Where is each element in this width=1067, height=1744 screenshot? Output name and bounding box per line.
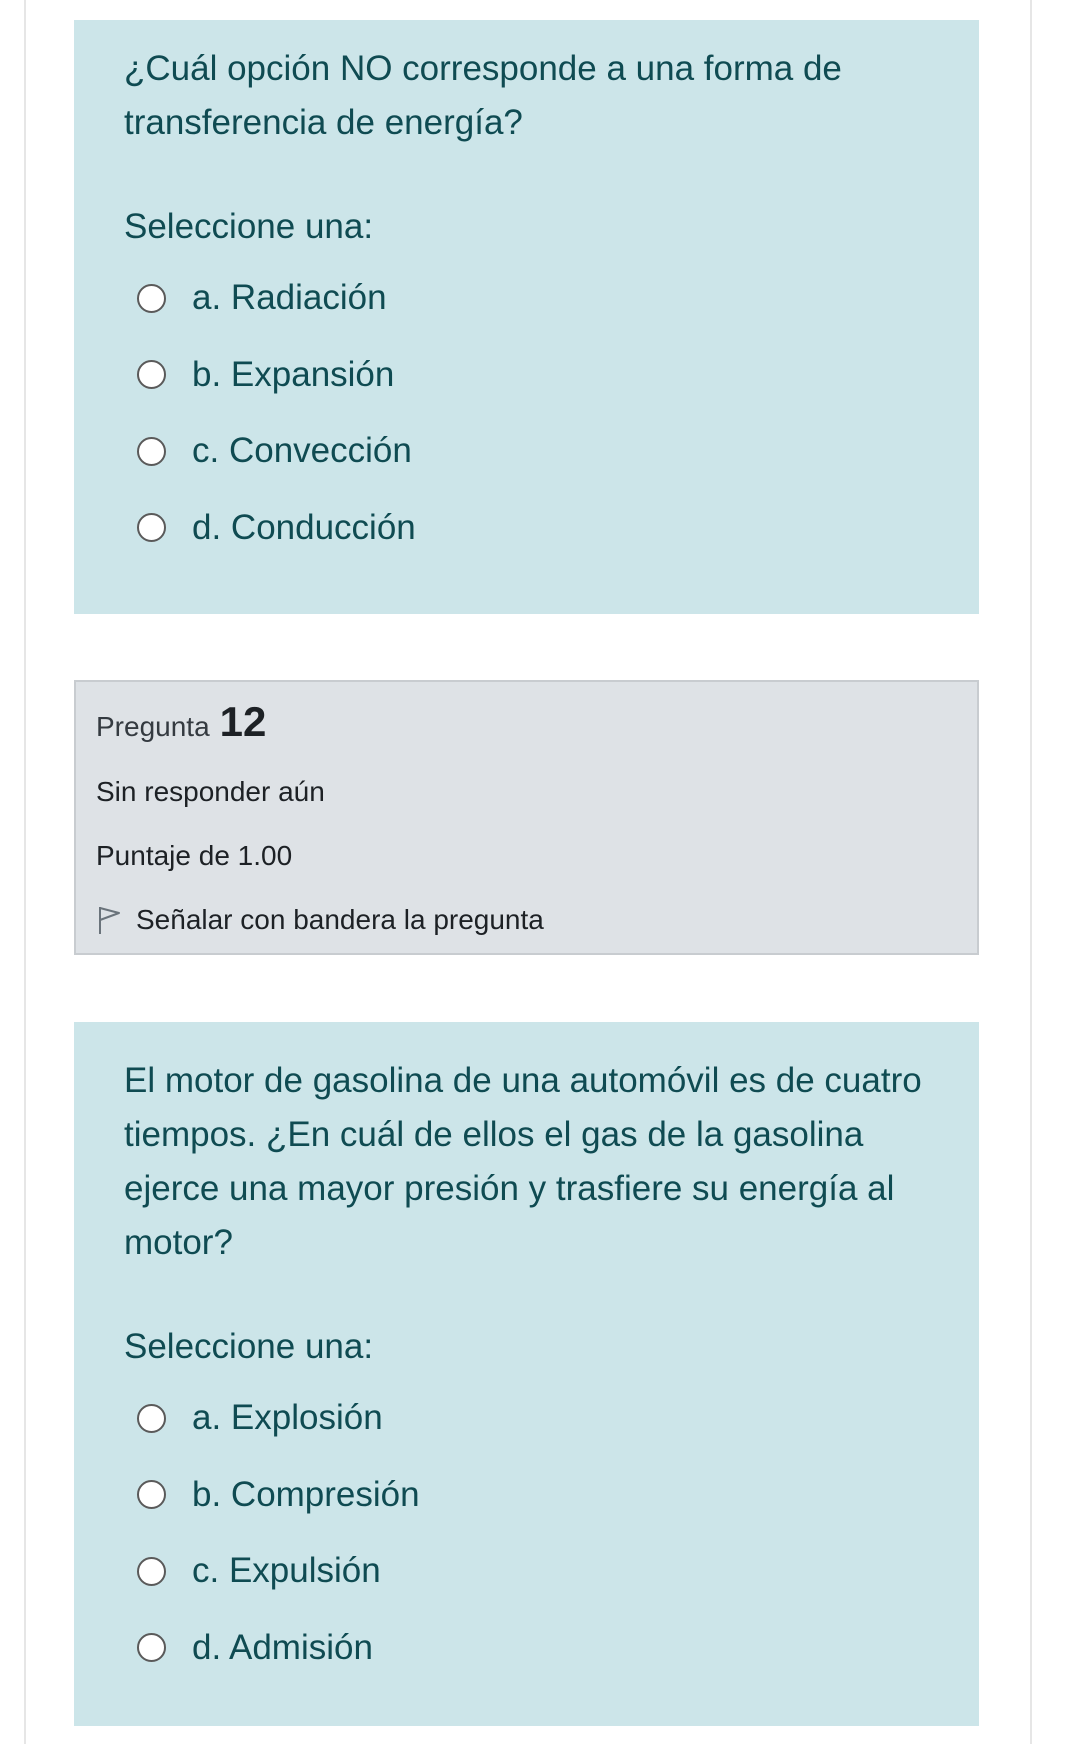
question-label: Pregunta [96,711,210,742]
answer-label: d. Admisión [192,1627,373,1667]
answer-option-d[interactable] [124,490,929,567]
flag-label: Señalar con bandera la pregunta [136,904,544,935]
question-info [74,680,979,955]
answer-list [124,1380,929,1686]
answer-label: b. Compresión [192,1474,420,1514]
answer-label: c. Expulsión [192,1551,381,1591]
answer-label: d. Conducción [192,507,416,547]
question-state: Sin responder aún [96,776,325,807]
radio-button[interactable] [137,437,166,466]
flag-question-button[interactable] [96,892,977,948]
answer-list [124,260,929,566]
answer-prompt: Seleccione una: [124,1327,374,1366]
radio-button[interactable] [137,1480,166,1509]
answer-label: b. Expansión [192,354,395,394]
answer-option-a[interactable] [124,260,929,337]
question-number: 12 [219,698,267,745]
answer-prompt: Seleccione una: [124,207,374,246]
question-text: El motor de gasolina de una automóvil es de cuatro tiempos. ¿En cuál de ellos el gas de la gasolina ejerce una mayor presión y trasfiere su energía al motor? [124,1061,922,1262]
answer-option-a[interactable] [124,1380,929,1457]
question-12-content [74,1022,979,1726]
answer-option-b[interactable] [124,337,929,414]
radio-button[interactable] [137,284,166,313]
radio-button[interactable] [137,1557,166,1586]
radio-button[interactable] [137,513,166,542]
answer-option-d[interactable] [124,1610,929,1687]
answer-label: a. Explosión [192,1398,383,1438]
answer-label: a. Radiación [192,278,387,318]
answer-option-c[interactable] [124,413,929,490]
flag-icon [96,905,122,935]
question-number-line [96,698,977,756]
answer-option-c[interactable] [124,1533,929,1610]
radio-button[interactable] [137,360,166,389]
question-grade: Puntaje de 1.00 [96,840,293,871]
page-border-left [24,0,26,1744]
answer-label: c. Convección [192,431,412,471]
answer-option-b[interactable] [124,1457,929,1534]
radio-button[interactable] [137,1404,166,1433]
question-text: ¿Cuál opción NO corresponde a una forma de transferencia de energía? [124,49,842,142]
question-11-content [74,20,979,614]
radio-button[interactable] [137,1633,166,1662]
page-border-right [1030,0,1032,1744]
